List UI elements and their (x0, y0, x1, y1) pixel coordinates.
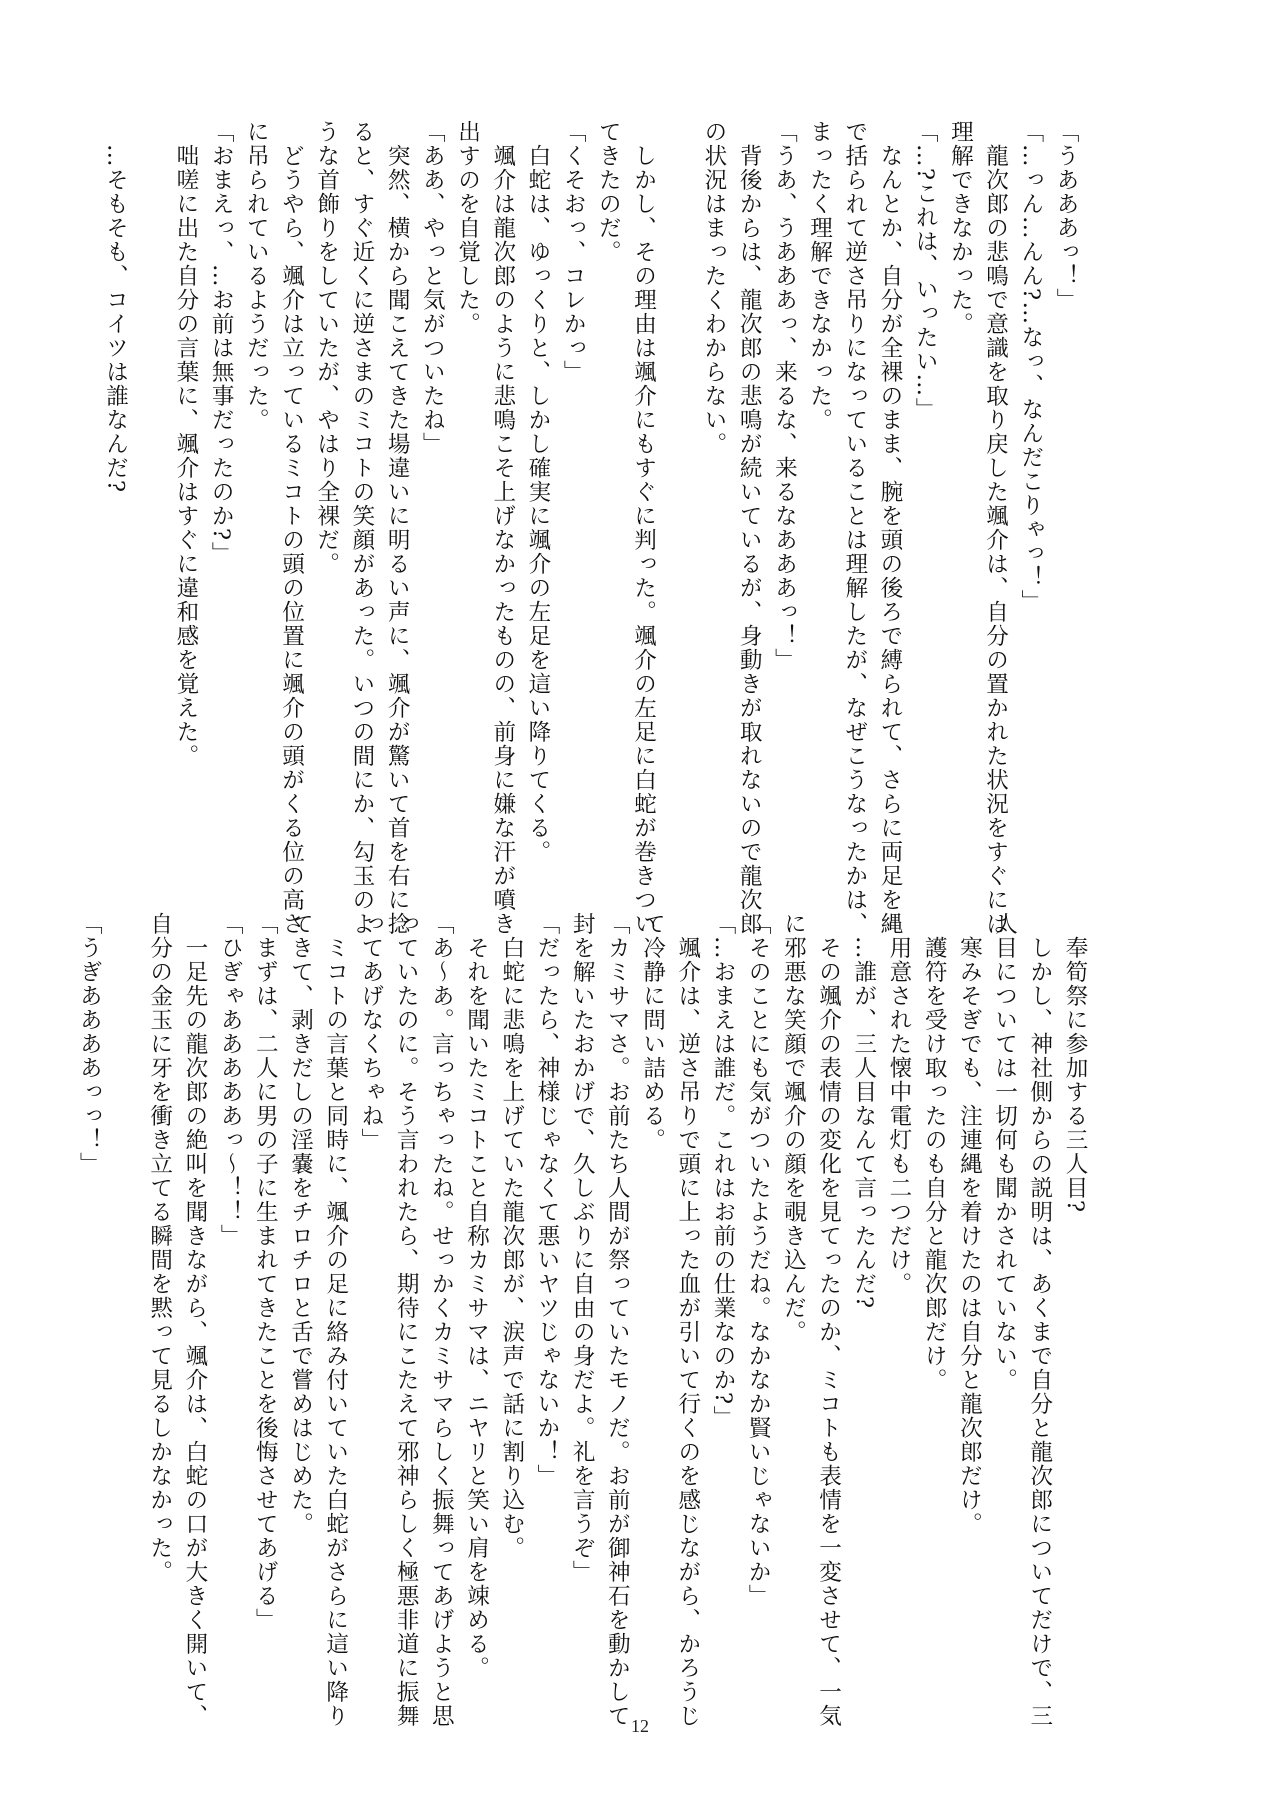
text-line: 「くそおっ、コレかっ」 (560, 120, 587, 384)
text-line: まったく理解できなかった。 (806, 120, 833, 432)
text-line: 出すのを自覚した。 (454, 120, 481, 336)
page-number: 12 (631, 1716, 649, 1736)
text-line: 背後からは、龍次郎の悲鳴が続いているが、身動きが取れないので龍次郎 (736, 120, 763, 936)
text-line: それを聞いたミコトこと自称カミサマは、ニヤリと笑い肩を竦める。 (463, 912, 490, 1680)
text-line: 「…っん…んん?…なっ、なんだこりゃっ！」 (1017, 120, 1044, 614)
text-line: 理解できなかった。 (947, 120, 974, 336)
text-line: 「あ～あ。言っちゃったね。せっかくカミサマらしく振舞ってあげようと思 (428, 912, 455, 1728)
text-block-top (102, 120, 1083, 936)
text-line: 「まずは、二人に男の子に生まれてきたことを後悔させてあげる」 (252, 912, 279, 1632)
text-line: 颯介は龍次郎のように悲鳴こそ上げなかったものの、前身に嫌な汗が噴き (489, 120, 516, 936)
text-line: うな首飾りをしていたが、やはり全裸だ。 (313, 120, 340, 576)
text-line: て冷静に問い詰める。 (639, 912, 666, 1152)
text-line: ミコトの言葉と同時に、颯介の足に絡み付いていた白蛇がさらに這い降り (322, 912, 349, 1728)
text-line: 封を解いたおかげで、久しぶりに自由の身だよ。礼を言うぞ」 (569, 912, 596, 1584)
text-line: …そもそも、コイツは誰なんだ? (102, 120, 129, 494)
text-line: 「うぎああああっっ！」 (76, 912, 103, 1176)
text-line: 護符を受け取ったのも自分と龍次郎だけ。 (921, 912, 948, 1392)
text-line: 自分の金玉に牙を衝き立てる瞬間を黙って見るしかなかった。 (146, 912, 173, 1584)
text-line: 「だったら、神様じゃなくて悪いヤツじゃないか！」 (533, 912, 560, 1488)
text-line: 一足先の龍次郎の絶叫を聞きながら、颯介は、白蛇の口が大きく開いて、 (181, 912, 208, 1728)
text-line: 寒みそぎでも、注連縄を着けたのは自分と龍次郎だけ。 (956, 912, 983, 1536)
text-line: 「うあああっ！」 (1053, 120, 1079, 312)
text-line: 突然、横から聞こえてきた場違いに明るい声に、颯介が驚いて首を右に捻 (384, 120, 411, 936)
text-line: 人目については一切何も聞かされていない。 (991, 912, 1018, 1392)
text-line: の状況はまったくわからない。 (700, 120, 727, 456)
text-line (133, 120, 168, 865)
text-line: 「そのことにも気がついたようだね。なかなか賢いじゃないか」 (745, 912, 772, 1608)
text-line: ってあげなくちゃね」 (357, 912, 384, 1152)
text-line: どうやら、颯介は立っているミコトの頭の位置に颯介の頭がくる位の高さ (278, 120, 305, 936)
text-line: てきたのだ。 (595, 120, 622, 264)
text-line (106, 912, 141, 1660)
text-line: なんとか、自分が全裸のまま、腕を頭の後ろで縛られて、さらに両足を縄 (876, 120, 903, 936)
text-line: 白蛇は、ゆっくりと、しかし確実に颯介の左足を這い降りてくる。 (524, 120, 551, 864)
text-line: に邪悪な笑顔で颯介の顔を覗き込んだ。 (780, 912, 807, 1344)
text-line: に吊られているようだった。 (243, 120, 270, 432)
text-line (661, 120, 696, 865)
text-line: ると、すぐ近くに逆さまのミコトの笑顔があった。いつの間にか、勾玉のよ (348, 120, 375, 936)
text-line: 用意された懐中電灯も二つだけ。 (885, 912, 912, 1296)
text-line: …誰が、三人目なんて言ったんだ? (850, 912, 877, 1310)
text-line: 「…おまえは誰だ。これはお前の仕業なのか?」 (709, 912, 736, 1430)
text-line: しかし、その理由は颯介にもすぐに判った。颯介の左足に白蛇が巻きつい (630, 120, 657, 936)
text-line: で括られて逆さ吊りになっていることは理解したが、なぜこうなったかは、 (841, 120, 868, 936)
text-line: 白蛇に悲鳴を上げていた龍次郎が、涙声で話に割り込む。 (498, 912, 525, 1560)
text-line: 咄嗟に出た自分の言葉に、颯介はすぐに違和感を覚えた。 (172, 120, 199, 768)
text-line: その颯介の表情の変化を見てったのか、ミコトも表情を一変させて、一気 (815, 912, 842, 1728)
text-line: 「ひぎゃあああああっ～！！」 (217, 912, 244, 1248)
text-line: てきて、剥きだしの淫嚢をチロチロと舌で嘗めはじめた。 (287, 912, 314, 1536)
text-line: 颯介は、逆さ吊りで頭に上った血が引いて行くのを感じながら、かろうじ (674, 912, 701, 1728)
text-line: 「ああ、やっと気がついたね」 (419, 120, 446, 456)
text-line: 奉筍祭に参加する三人目? (1062, 912, 1088, 1214)
text-line: 「カミサマさ。お前たち人間が祭っていたモノだ。お前が御神石を動かして (604, 912, 631, 1728)
text-line: しかし、神社側からの説明は、あくまで自分と龍次郎についてだけで、三 (1026, 912, 1053, 1728)
text-line: 「うあ、うあああっ、来るな、来るなあああっ！」 (771, 120, 798, 672)
text-line: 「…?これは、いったい…」 (912, 120, 939, 422)
text-line: 龍次郎の悲鳴で意識を取り戻した颯介は、自分の置かれた状況をすぐには (982, 120, 1009, 936)
text-line: っていたのに。そう言われたら、期待にこたえて邪神らしく極悪非道に振舞 (393, 912, 420, 1728)
text-line: 「おまえっ、…お前は無事だったのか?」 (208, 120, 235, 566)
